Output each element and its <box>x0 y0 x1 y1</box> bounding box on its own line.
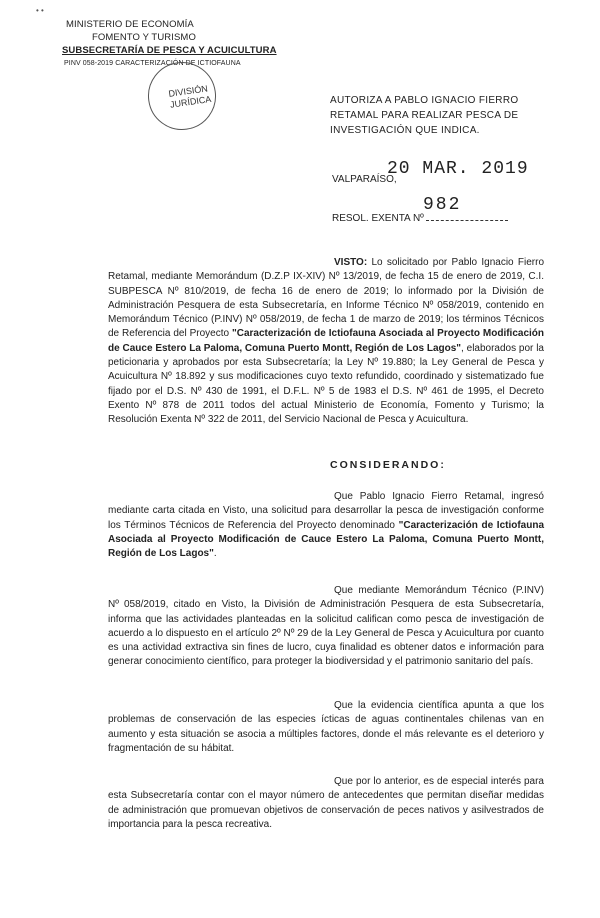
visto-text-a: Lo solicitado por Pablo Ignacio Fierro Retamal, mediante Memorándum (D.Z.P IX-XIV) Nº 13/2019, de fecha 15 de enero de 2019, C.I. SUBPESCA Nº 810/2019, de fecha 16 de enero de 2019; lo informado por la División de Administración Pesquera de esta Subsecretaría, en Informe Técnico Nº 058/2019, contenido en Memorándum Técnico (P.INV) Nº 058/2019, de fecha 1 de marzo de 2019; los términos Técnicos de Referencia del Proyecto <box>108 257 545 340</box>
header-line-4: PINV 058-2019 CARACTERIZACIÓN DE ICTIOFAUNA <box>64 60 241 67</box>
resolution-number: 982 <box>423 195 462 215</box>
ministry-header <box>62 18 277 70</box>
considerando-2-text: Que mediante Memorándum Técnico (P.INV) Nº 058/2019, citado en Visto, la División de Administración Pesquera de esta Subsecretaría, informa que las actividades planteadas en la solicitud califican como pesca de investigación de acuerdo a lo dispuesto en el artículo 2º Nº 29 de la Ley General de Pesca y Acuicultura por cuanto es una actividad extractiva sin fines de lucro, cuya finalidad es obtener datos e información para generar conocimiento científico, para proteger la biodiversidad y el patrimonio sanitario del país. <box>108 585 544 668</box>
considerando-heading: CONSIDERANDO: <box>330 459 446 471</box>
scan-mark: • • <box>36 6 44 15</box>
considerando-1-text-bold: "Caracterización de Ictiofauna Asociada al Proyecto Modificación de Cauce Estero La Paloma, Comuna Puerto Montt, Región de Los Lagos" <box>108 519 545 560</box>
resolution-label-text: RESOL. EXENTA Nº <box>332 213 424 224</box>
visto-label: VISTO: <box>334 257 368 268</box>
stamp-line-1: DIVISIÓN <box>167 83 209 99</box>
considerando-paragraph-2 <box>108 584 544 670</box>
header-line-3: SUBSECRETARÍA DE PESCA Y ACUICULTURA <box>62 45 277 56</box>
considerando-paragraph-1 <box>108 490 544 561</box>
considerando-3-text: Que la evidencia científica apunta a que los problemas de conservación de las especies ícticas de aguas continentales chilenas van en aumento y esta situación se asocia a múltiples factores, donde el más relevante es el deterioro y fragmentación de su hábitat. <box>108 700 544 754</box>
date-stamp: 20 MAR. 2019 <box>387 159 529 179</box>
visto-text-bold: "Caracterización de Ictiofauna Asociada al Proyecto Modificación de Cauce Estero La Paloma, Comuna Puerto Montt, Región de Los Lagos" <box>108 328 545 354</box>
visto-paragraph <box>108 256 544 428</box>
stamp-line-2: JURÍDICA <box>169 94 212 110</box>
considerando-1-text-a: Que Pablo Ignacio Fierro Retamal, ingresó mediante carta citada en Visto, una solicitud para desarrollar la pesca de investigación conforme los Términos Técnicos de Referencia del Proyecto denominado <box>108 491 544 531</box>
considerando-1-text-b: . <box>213 548 217 560</box>
header-line-2: FOMENTO Y TURISMO <box>92 32 196 43</box>
resolution-title: AUTORIZA A PABLO IGNACIO FIERRO RETAMAL PARA REALIZAR PESCA DE INVESTIGACIÓN QUE INDICA. <box>330 95 519 136</box>
visto-text-b: , elaborados por la peticionaria y aprobados por esta Subsecretaría; la Ley Nº 19.880; la Ley General de Pesca y Acuicultura Nº 18.892 y sus modificaciones cuyo texto refundido, coordinado y sistematizado fue fijado por el D.S. Nº 430 de 1991, el D.F.L. Nº 5 de 1983 el D.S. Nº 461 de 1995, el Decreto Exento Nº 878 de 2011 todos del actual Ministerio de Economía, Fomento y Turismo; la Resolución Exenta Nº 322 de 2011, del Servicio Nacional de Pesca y Acuicultura. <box>108 342 544 426</box>
stamp-center-text <box>168 83 212 111</box>
header-line-1: MINISTERIO DE ECONOMÍA <box>66 19 194 30</box>
considerando-4-text: Que por lo anterior, es de especial interés para esta Subsecretaría contar con el mayor número de antecedentes que permitan diseñar medidas de administración que promuevan objetivos de conservación de peces nativos y asilvestrados de importancia para la pesca recreativa. <box>108 776 544 830</box>
resolution-label <box>332 212 508 224</box>
considerando-paragraph-3 <box>108 699 544 756</box>
place-label: VALPARAÍSO, <box>332 174 397 185</box>
considerando-paragraph-4 <box>108 775 544 832</box>
